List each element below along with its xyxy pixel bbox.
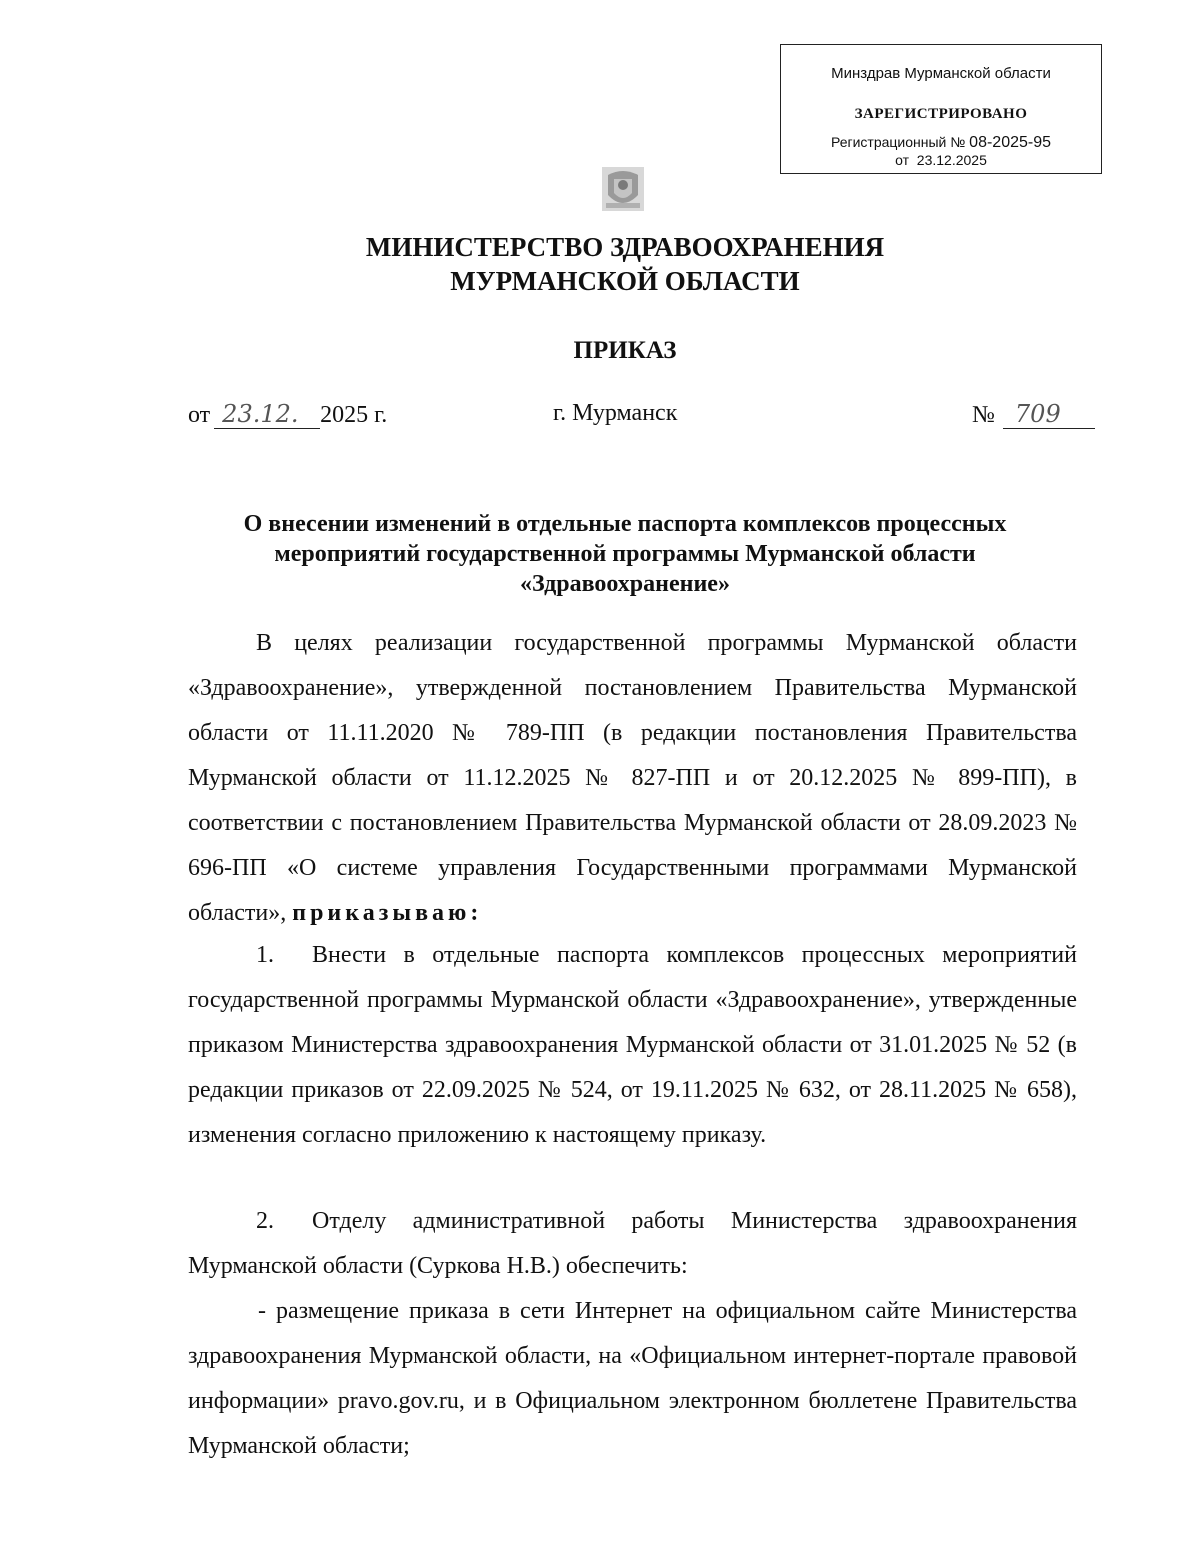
- item-2-sub-1: - размещение приказа в сети Интернет на официальном сайте Министерства здравоохранения Мурманской области, на «Официальном интернет-портале правовой информации» pravo.gov.ru, и в Официальном электронном бюллетене Правительства Мурманской области;: [188, 1298, 1077, 1459]
- stamp-reg-label: Регистрационный №: [830, 134, 966, 150]
- document-type: ПРИКАЗ: [573, 337, 677, 364]
- stamp-reg-number: 08-2025-95: [969, 134, 1052, 151]
- item-2-paragraph: [188, 1199, 1077, 1289]
- city: г. Мурманск: [553, 400, 678, 426]
- preamble-emphasis: приказываю:: [292, 900, 483, 926]
- stamp-date-line: [781, 152, 1101, 168]
- preamble-text: В целях реализации государственной программы Мурманской области «Здравоохранение», утвержденной постановлением Правительства Мурманской области от 11.11.2020 № 789-ПП (в редакции постановления Правительства Мурманской области от 11.12.2025 № 827-ПП и от 20.12.2025 № 899-ПП), в соответствии с постановлением Правительства Мурманской области от 28.09.2023 № 696-ПП «О системе управления Государственными программами Мурманской области»,: [188, 630, 1077, 926]
- subject-line-1: О внесении изменений в отдельные паспорта комплексов процессных: [243, 511, 1007, 537]
- subject-line-3: «Здравоохранение»: [520, 571, 730, 597]
- item-1-paragraph: [188, 933, 1077, 1158]
- registration-stamp: [780, 44, 1102, 174]
- stamp-date-label: от: [895, 152, 910, 168]
- order-number: [972, 400, 1095, 429]
- item-2-number: 2.: [256, 1208, 274, 1234]
- order-subject: [160, 509, 1090, 599]
- stamp-status: ЗАРЕГИСТРИРОВАНО: [854, 106, 1028, 122]
- order-date: [188, 400, 387, 429]
- stamp-date: 23.12.2025: [916, 152, 987, 168]
- stamp-reg-line: [781, 134, 1101, 152]
- item-1-text: Внести в отдельные паспорта комплексов процессных мероприятий государственной программы Мурманской области «Здравоохранение», утвержденные приказом Министерства здравоохранения Мурманской области от 31.01.2025 № 52 (в редакции приказов от 22.09.2025 № 524, от 19.11.2025 № 632, от 28.11.2025 № 658), изменения согласно приложению к настоящему приказу.: [188, 942, 1077, 1148]
- date-from-label: от: [188, 402, 211, 428]
- coat-of-arms-icon: [600, 165, 646, 213]
- preamble-paragraph: [188, 621, 1077, 936]
- date-year: 2025 г.: [320, 402, 388, 428]
- handwritten-number: 709: [1003, 400, 1095, 429]
- item-1-number: 1.: [256, 942, 274, 968]
- ministry-line-1: МИНИСТЕРСТВО ЗДРАВООХРАНЕНИЯ: [365, 232, 885, 262]
- ministry-name: [0, 230, 1200, 298]
- number-label: №: [972, 402, 995, 428]
- stamp-organization: Минздрав Мурманской области: [831, 65, 1051, 82]
- handwritten-date: 23.12.: [214, 400, 320, 429]
- ministry-line-2: МУРМАНСКОЙ ОБЛАСТИ: [450, 266, 800, 296]
- item-2-text: Отделу административной работы Министерства здравоохранения Мурманской области (Суркова Н.В.) обеспечить:: [188, 1208, 1077, 1279]
- subject-line-2: мероприятий государственной программы Мурманской области: [274, 541, 976, 567]
